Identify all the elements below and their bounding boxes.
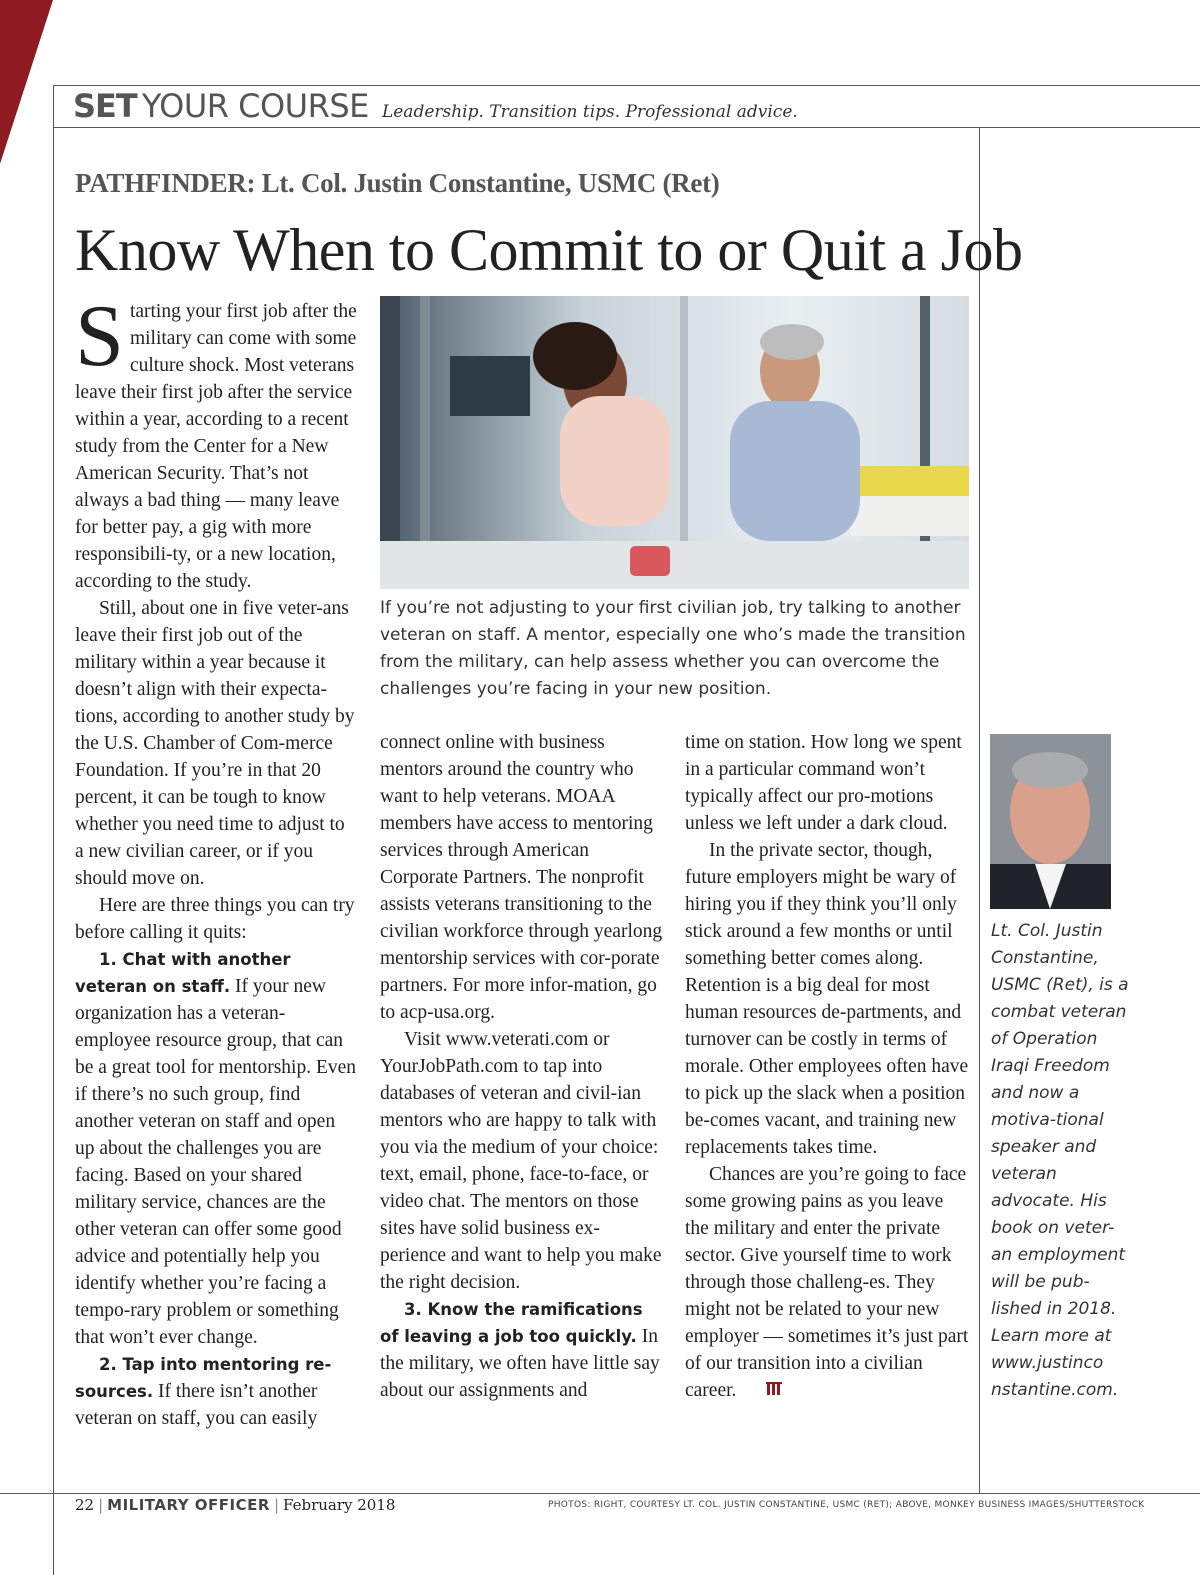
paragraph: Visit www.veterati.com or YourJobPath.com to tap into databases of veteran and civil-ian mentors who are happy to talk with you via the medium of your choice: text, email, phone, face-to-face, or video chat. The mentors on those sites have solid business ex-perience and want to help you make the right decision. [380,1029,662,1293]
section-title-set: SET [73,87,137,125]
tip-3-body: In the military, we often have little say about our assignments and [380,1326,660,1401]
paragraph: Still, about one in five veter-ans leave their first job out of the military within a year because it doesn’t align with their expecta-tions, according to another study by the U.S. Chamber of Com-merce Foundation. If you’re in that 20 percent, it can be tough to know whether you need time to adjust to a new civilian career, or if you should move on. [75,598,355,889]
section-header [73,86,973,127]
article-column-2 [380,729,665,1404]
paragraph-intro [75,288,357,595]
photo-credit: PHOTOS: RIGHT, COURTESY LT. COL. JUSTIN CONSTANTINE, USMC (RET); ABOVE, MONKEY BUSINESS IMAGES/SHUTTERSTOCK [548,1500,1145,1510]
portrait-illustration [990,734,1111,909]
page-footer [75,1496,395,1514]
tip-1-body: If your new organization has a veteran-employee resource group, that can be a great tool for mentorship. Even if there’s no such group, find another veteran on staff and open up about the challenges you are facing. Based on your shared military service, chances are the other veteran can offer some good advice and potentially help you identify whether you’re facing a tempo-rary problem or something that won’t ever change. [75,976,357,1348]
paragraph-closing [685,1161,970,1405]
tip-3-paragraph [380,1296,665,1404]
paragraph: Here are three things you can try before calling it quits: [75,895,355,943]
photo-caption: If you’re not adjusting to your first civilian job, try talking to another veteran on staff. A mentor, especially one who’s made the transition from the military, can help assess whether you can overcome the challenges you’re facing in your new position. [380,598,966,699]
tip-2-paragraph [75,1351,357,1432]
article-column-3 [685,729,970,1405]
tip-1-heading: 1. Chat with another veteran on staff. [75,950,291,996]
tip-1-paragraph [75,946,357,1351]
footer-separator: | [273,1496,279,1514]
left-margin-rule [53,85,54,1575]
tip-2-body: If there isn’t another veteran on staff, you can easily [75,1381,318,1429]
magazine-name: MILITARY OFFICER [107,1496,270,1514]
author-portrait [990,734,1111,909]
section-title-course: YOUR COURSE [141,87,369,125]
page-number: 22 [75,1496,95,1514]
paragraph: time on station. How long we spent in a particular command won’t typically affect our pro-motions unless we left under a dark cloud. [685,732,962,834]
paragraph: connect online with business mentors around the country who want to help veterans. MOAA members have access to mentoring services through American Corporate Partners. The nonprofit assists veterans transitioning to the civilian workforce through yearlong mentorship services with cor-porate partners. For more infor-mation, go to acp-usa.org. [380,732,663,1023]
intro-text: tarting your first job after the military can come with some culture shock. Most veterans leave their first job after the service within a year, according to a recent study from the Center for a New American Security. That’s not always a bad thing — many leave for better pay, a gig with more responsibili-ty, or a new location, according to the study. [75,301,357,592]
article-kicker: PATHFINDER: Lt. Col. Justin Constantine, USMC (Ret) [75,168,720,198]
office-meeting-illustration [380,296,969,589]
issue-date: February 2018 [283,1496,396,1514]
author-bio: Lt. Col. Justin Constantine, USMC (Ret), is a combat veteran of Operation Iraqi Freedom and now a motiva-tional speaker and veteran advocate. His book on veter-an employment will be pub-lished in 2018. Learn more at www.justinco nstantine.com. [991,921,1129,1400]
corner-accent-tab [0,0,53,164]
tip-3-heading: 3. Know the ramifications of leaving a job too quickly. [380,1300,643,1346]
footer-separator: | [98,1496,104,1514]
article-photo [380,296,969,589]
closing-text: Chances are you’re going to face some growing pains as you leave the military and enter the private sector. Give yourself time to work through those challeng-es. They might not be related to your new employer — sometimes it’s just part of our transition into a civilian career. [685,1164,969,1401]
article-headline: Know When to Commit to or Quit a Job [75,217,1023,283]
drop-cap: S [75,288,124,385]
section-tagline: Leadership. Transition tips. Professional advice. [381,102,798,122]
end-mark-icon [742,1378,784,1405]
tip-2-heading: 2. Tap into mentoring re-sources. [75,1355,332,1401]
article-column-1 [75,288,357,1432]
sidebar-divider [979,127,980,1493]
footer-rule [0,1493,1200,1494]
paragraph: In the private sector, though, future employers might be wary of hiring you if they think you’ll only stick around a few months or until something better comes along. Retention is a big deal for most human resources de-partments, and turnover can be costly in terms of morale. Other employees often have to pick up the slack when a position be-comes vacant, and training new replacements takes time. [685,840,969,1158]
header-rule-bottom [53,127,1200,128]
